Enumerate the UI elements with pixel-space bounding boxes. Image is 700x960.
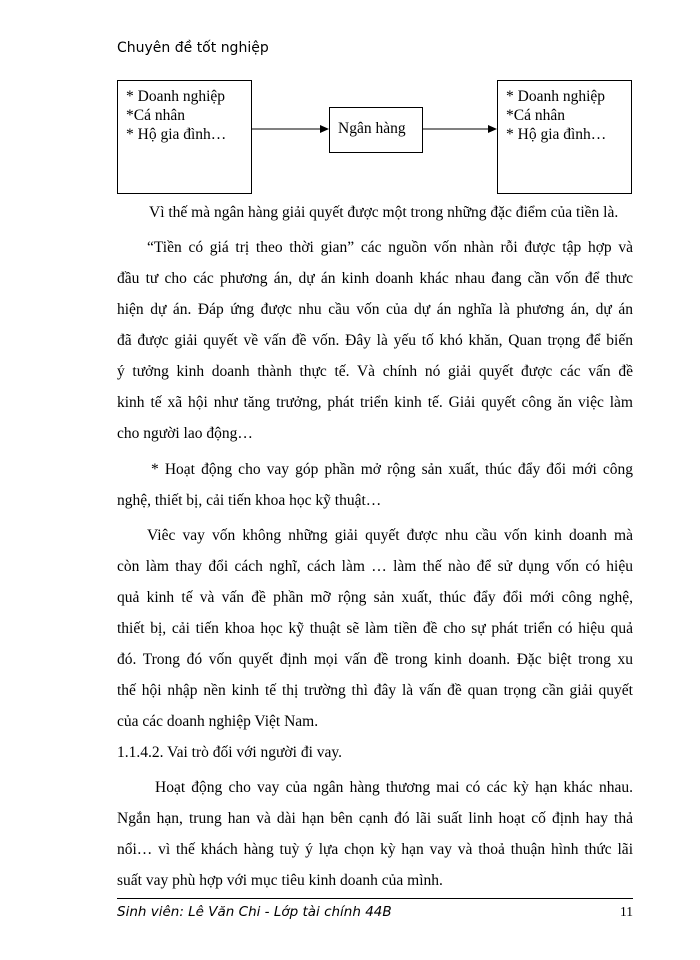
text-line: cho người lao động… bbox=[117, 425, 253, 442]
text-line: của các doanh nghiệp Việt Nam. bbox=[117, 713, 319, 730]
text-line: Hoạt động cho vay của ngân hàng thương mai có các kỳ hạn khác nhau. bbox=[155, 779, 633, 796]
destination-box bbox=[497, 80, 632, 194]
text-line: đã được giải quyết về vấn đề vốn. Đây là yếu tố khó khăn, Quan trọng để biến bbox=[117, 332, 633, 349]
text-line: thiết bị, cải tiến khoa học kỹ thuật sẽ làm tiền đề cho sự phát triển có hiệu quả bbox=[117, 620, 633, 637]
arrow-to-destination bbox=[423, 122, 498, 136]
source-box bbox=[117, 80, 252, 194]
text-line: ý tưởng kinh doanh thành thực tế. Và chính nó giải quyết được các vấn đề bbox=[117, 363, 633, 380]
section-heading: 1.1.4.2. Vai trò đối với người đi vay. bbox=[117, 744, 342, 761]
text-line: * Hoạt động cho vay góp phần mở rộng sản xuất, thúc đẩy đổi mới công bbox=[151, 461, 633, 478]
text-line: Viêc vay vốn không những giải quyết được nhu cầu vốn kinh doanh mà bbox=[147, 527, 633, 544]
arrow-to-bank bbox=[252, 122, 330, 136]
text-line: quả kinh tế và vấn đề phần mỡ rộng sản xuất, thúc đẩy đổi mới công nghệ, bbox=[117, 589, 633, 606]
destination-item: *Cá nhân bbox=[506, 107, 565, 124]
bank-label: Ngân hàng bbox=[338, 120, 406, 137]
bank-box bbox=[329, 107, 423, 153]
text-line: kinh tế xã hội như tăng trưởng, phát triển kinh tế. Giải quyết công ăn việc làm bbox=[117, 394, 633, 411]
source-item: * Hộ gia đình… bbox=[126, 126, 227, 143]
text-line: nghệ, thiết bị, cải tiến khoa học kỹ thuật… bbox=[117, 492, 382, 509]
text-line: đầu tư cho các phương án, dự án kinh doanh khác nhau đang cần vốn để thưc bbox=[117, 270, 633, 287]
source-item: *Cá nhân bbox=[126, 107, 185, 124]
text-line: hiện dự án. Đáp ứng được nhu cầu vốn của dự án nghĩa là phương án, dự án bbox=[117, 301, 633, 318]
text-line: suất vay phù hợp với mục tiêu kinh doanh của mình. bbox=[117, 872, 443, 889]
destination-item: * Hộ gia đình… bbox=[506, 126, 607, 143]
text-line: Ngắn hạn, trung han và dài hạn bên cạnh đó lãi suất linh hoạt cố định hay thả bbox=[117, 810, 633, 827]
text-line: đó. Trong đó vốn quyết định mọi vấn đề trong kinh doanh. Đặc biệt trong xu bbox=[117, 651, 633, 668]
footer-divider bbox=[117, 898, 633, 899]
page-header: Chuyên đề tốt nghiệp bbox=[117, 40, 269, 56]
footer-author: Sinh viên: Lê Văn Chi - Lớp tài chính 44B bbox=[117, 904, 392, 920]
source-item: * Doanh nghiệp bbox=[126, 88, 226, 105]
text-line: “Tiền có giá trị theo thời gian” các nguồn vốn nhàn rỗi được tập hợp và bbox=[147, 239, 633, 256]
text-line: nổi… vì thế khách hàng tuỳ ý lựa chọn kỳ hạn vay và thoả thuận hình thức lãi bbox=[117, 841, 633, 858]
destination-item: * Doanh nghiệp bbox=[506, 88, 606, 105]
text-line: còn làm thay đổi cách nghĩ, cách làm … làm thế nào để sử dụng vốn có hiệu bbox=[117, 558, 633, 575]
page-number: 11 bbox=[620, 904, 633, 919]
text-line: thế hội nhập nền kinh tế thị trường thì đây là vấn đề quan trọng cần giải quyết bbox=[117, 682, 633, 699]
text-line: Vì thế mà ngân hàng giải quyết được một trong những đặc điểm của tiền là. bbox=[149, 204, 619, 221]
